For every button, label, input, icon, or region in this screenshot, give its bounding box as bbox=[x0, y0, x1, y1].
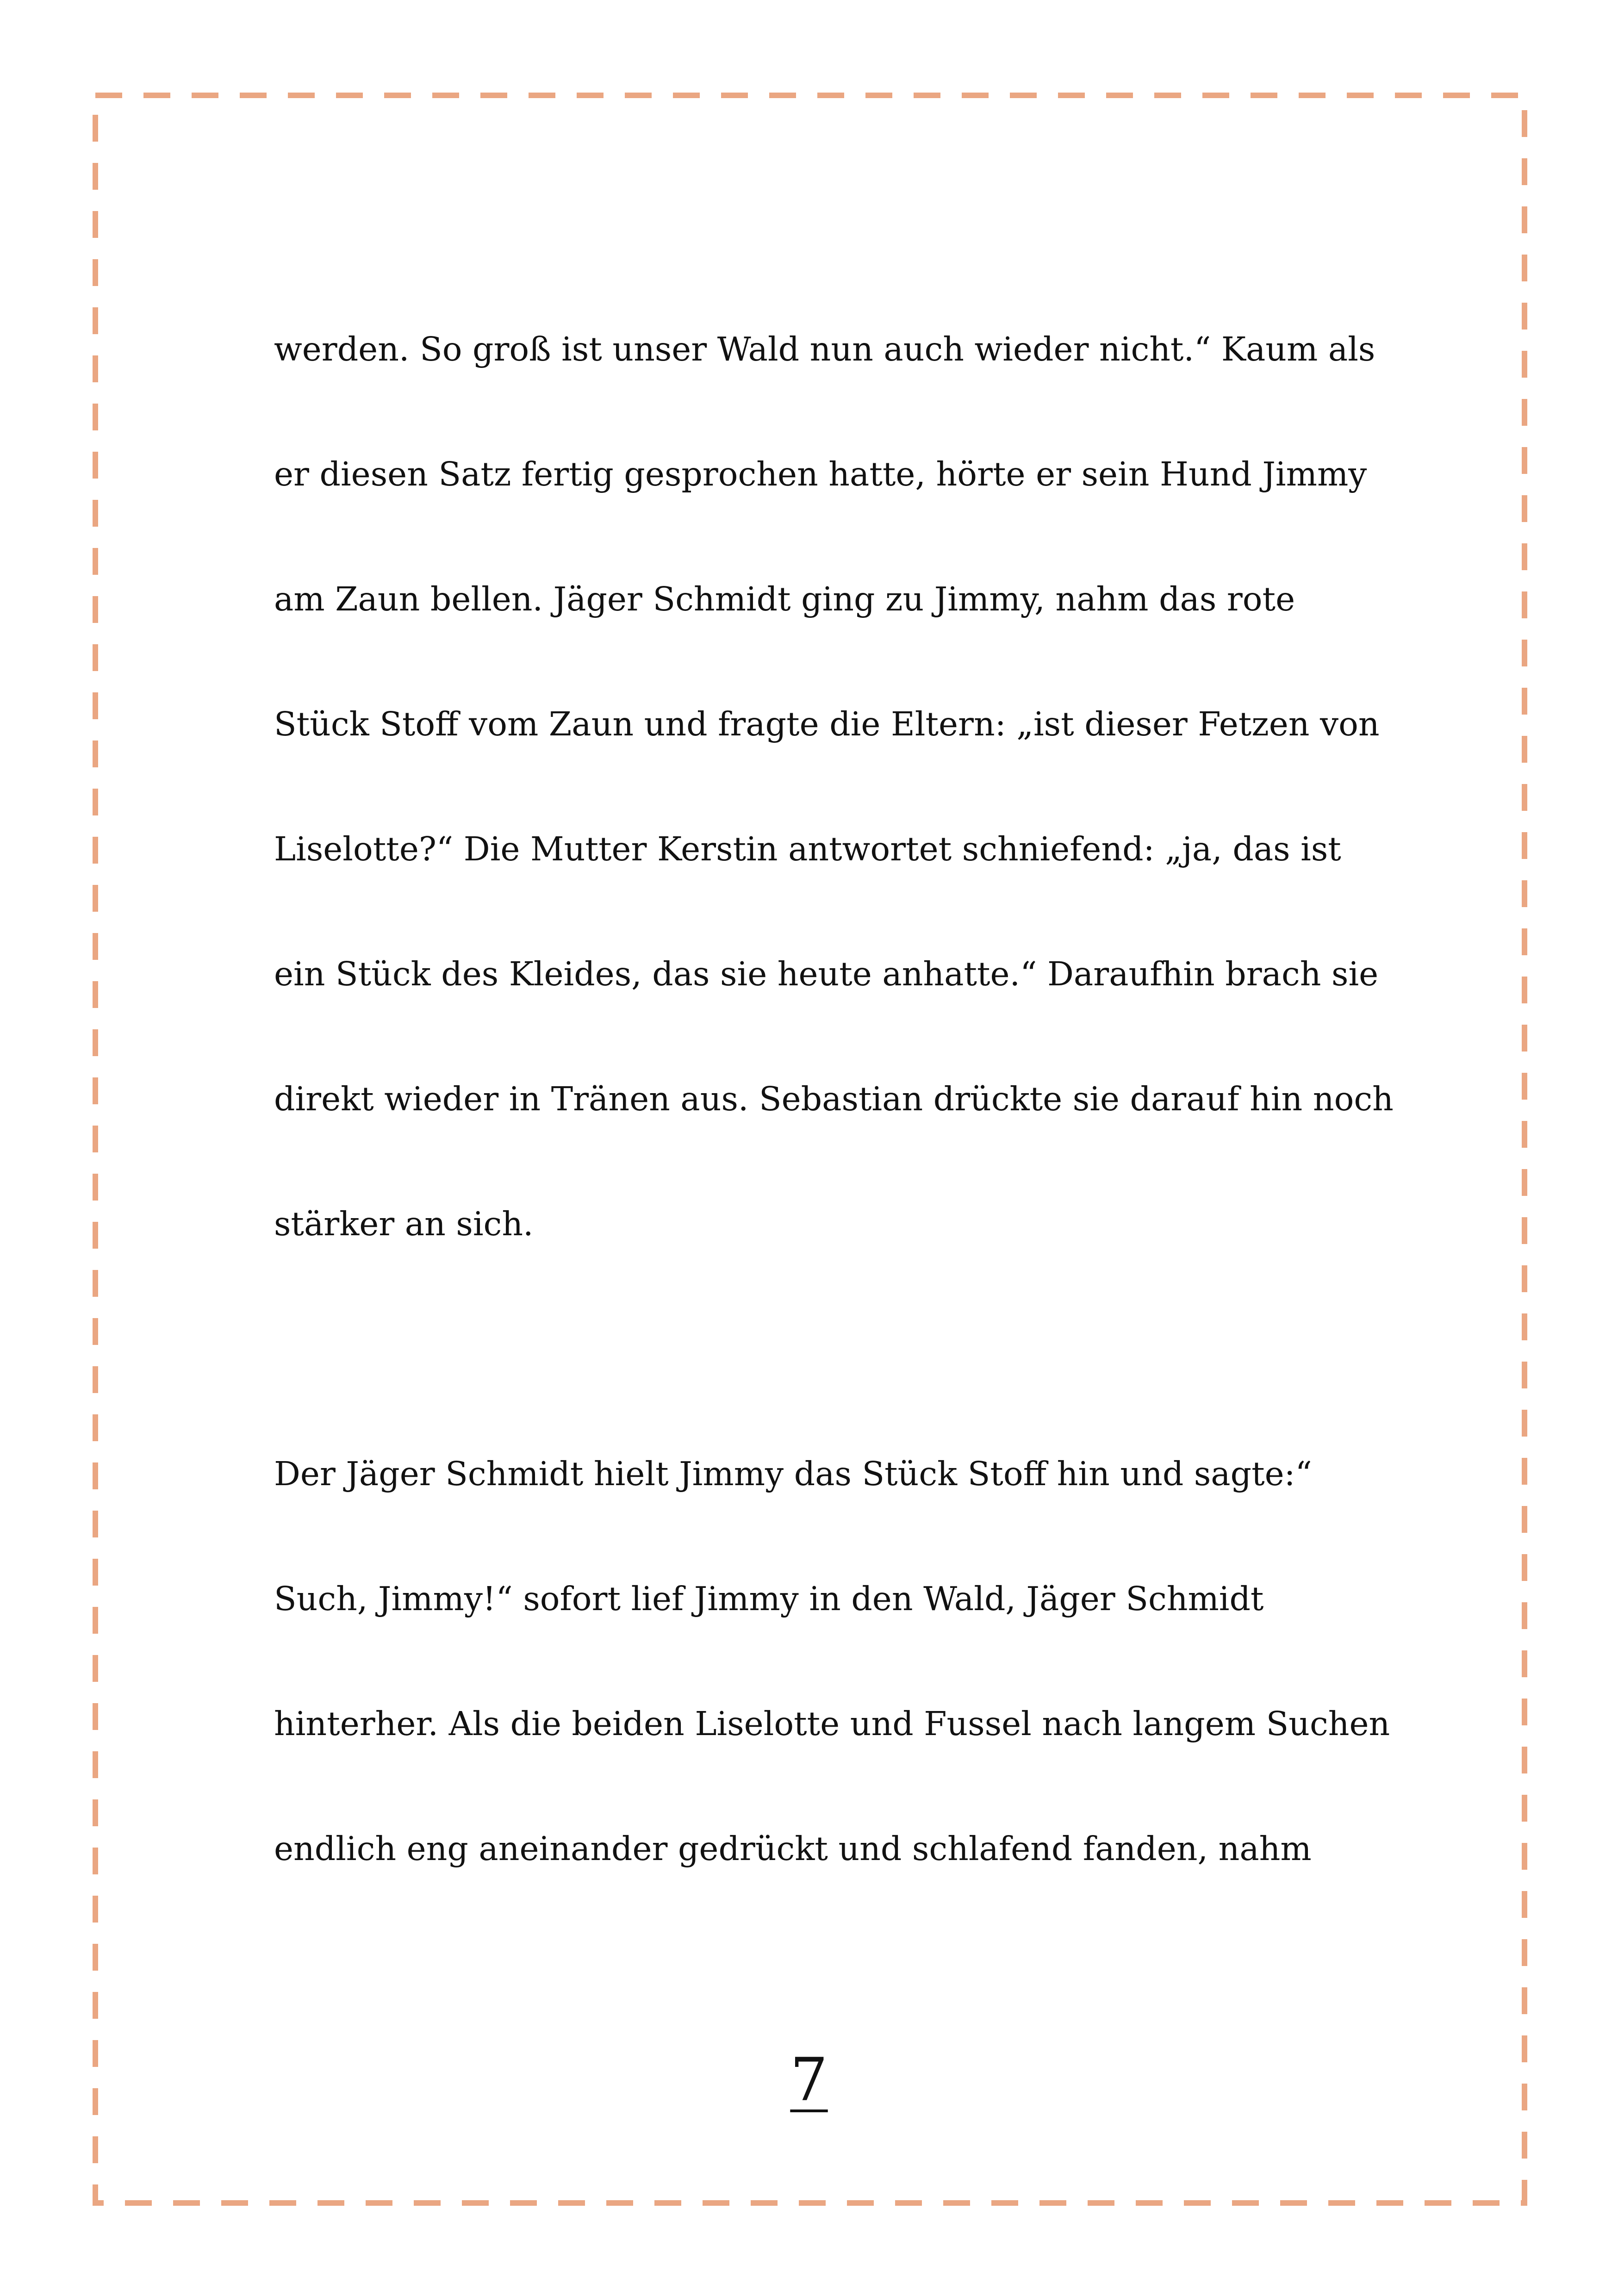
text-line: hinterher. Als die beiden Liselotte und Fussel nach langem Suchen bbox=[274, 1705, 1390, 1743]
paragraph-2 bbox=[274, 1439, 1390, 1939]
text-line: werden. So groß ist unser Wald nun auch wieder nicht.“ Kaum als bbox=[274, 330, 1375, 368]
text-line: stärker an sich. bbox=[274, 1205, 534, 1243]
text-line: endlich eng aneinander gedrückt und schlafend fanden, nahm bbox=[274, 1829, 1312, 1868]
text-line: direkt wieder in Tränen aus. Sebastian drückte sie darauf hin noch bbox=[274, 1080, 1394, 1118]
text-line: am Zaun bellen. Jäger Schmidt ging zu Jimmy, nahm das rote bbox=[274, 580, 1295, 618]
body-text bbox=[274, 315, 1394, 1939]
text-line: Stück Stoff vom Zaun und fragte die Eltern: „ist dieser Fetzen von bbox=[274, 705, 1380, 743]
paragraph-1 bbox=[274, 315, 1394, 1314]
paragraph-spacer bbox=[274, 1314, 1375, 1439]
text-line: Such, Jimmy!“ sofort lief Jimmy in den Wald, Jäger Schmidt bbox=[274, 1580, 1264, 1618]
text-line: Liselotte?“ Die Mutter Kerstin antwortet schniefend: „ja, das ist bbox=[274, 830, 1341, 868]
page-number-value: 7 bbox=[790, 2046, 828, 2115]
text-line: Der Jäger Schmidt hielt Jimmy das Stück Stoff hin und sagte:“ bbox=[274, 1455, 1312, 1493]
text-line: ein Stück des Kleides, das sie heute anhatte.“ Daraufhin brach sie bbox=[274, 955, 1379, 993]
text-line: er diesen Satz fertig gesprochen hatte, hörte er sein Hund Jimmy bbox=[274, 455, 1367, 493]
page-number bbox=[0, 2046, 1618, 2115]
